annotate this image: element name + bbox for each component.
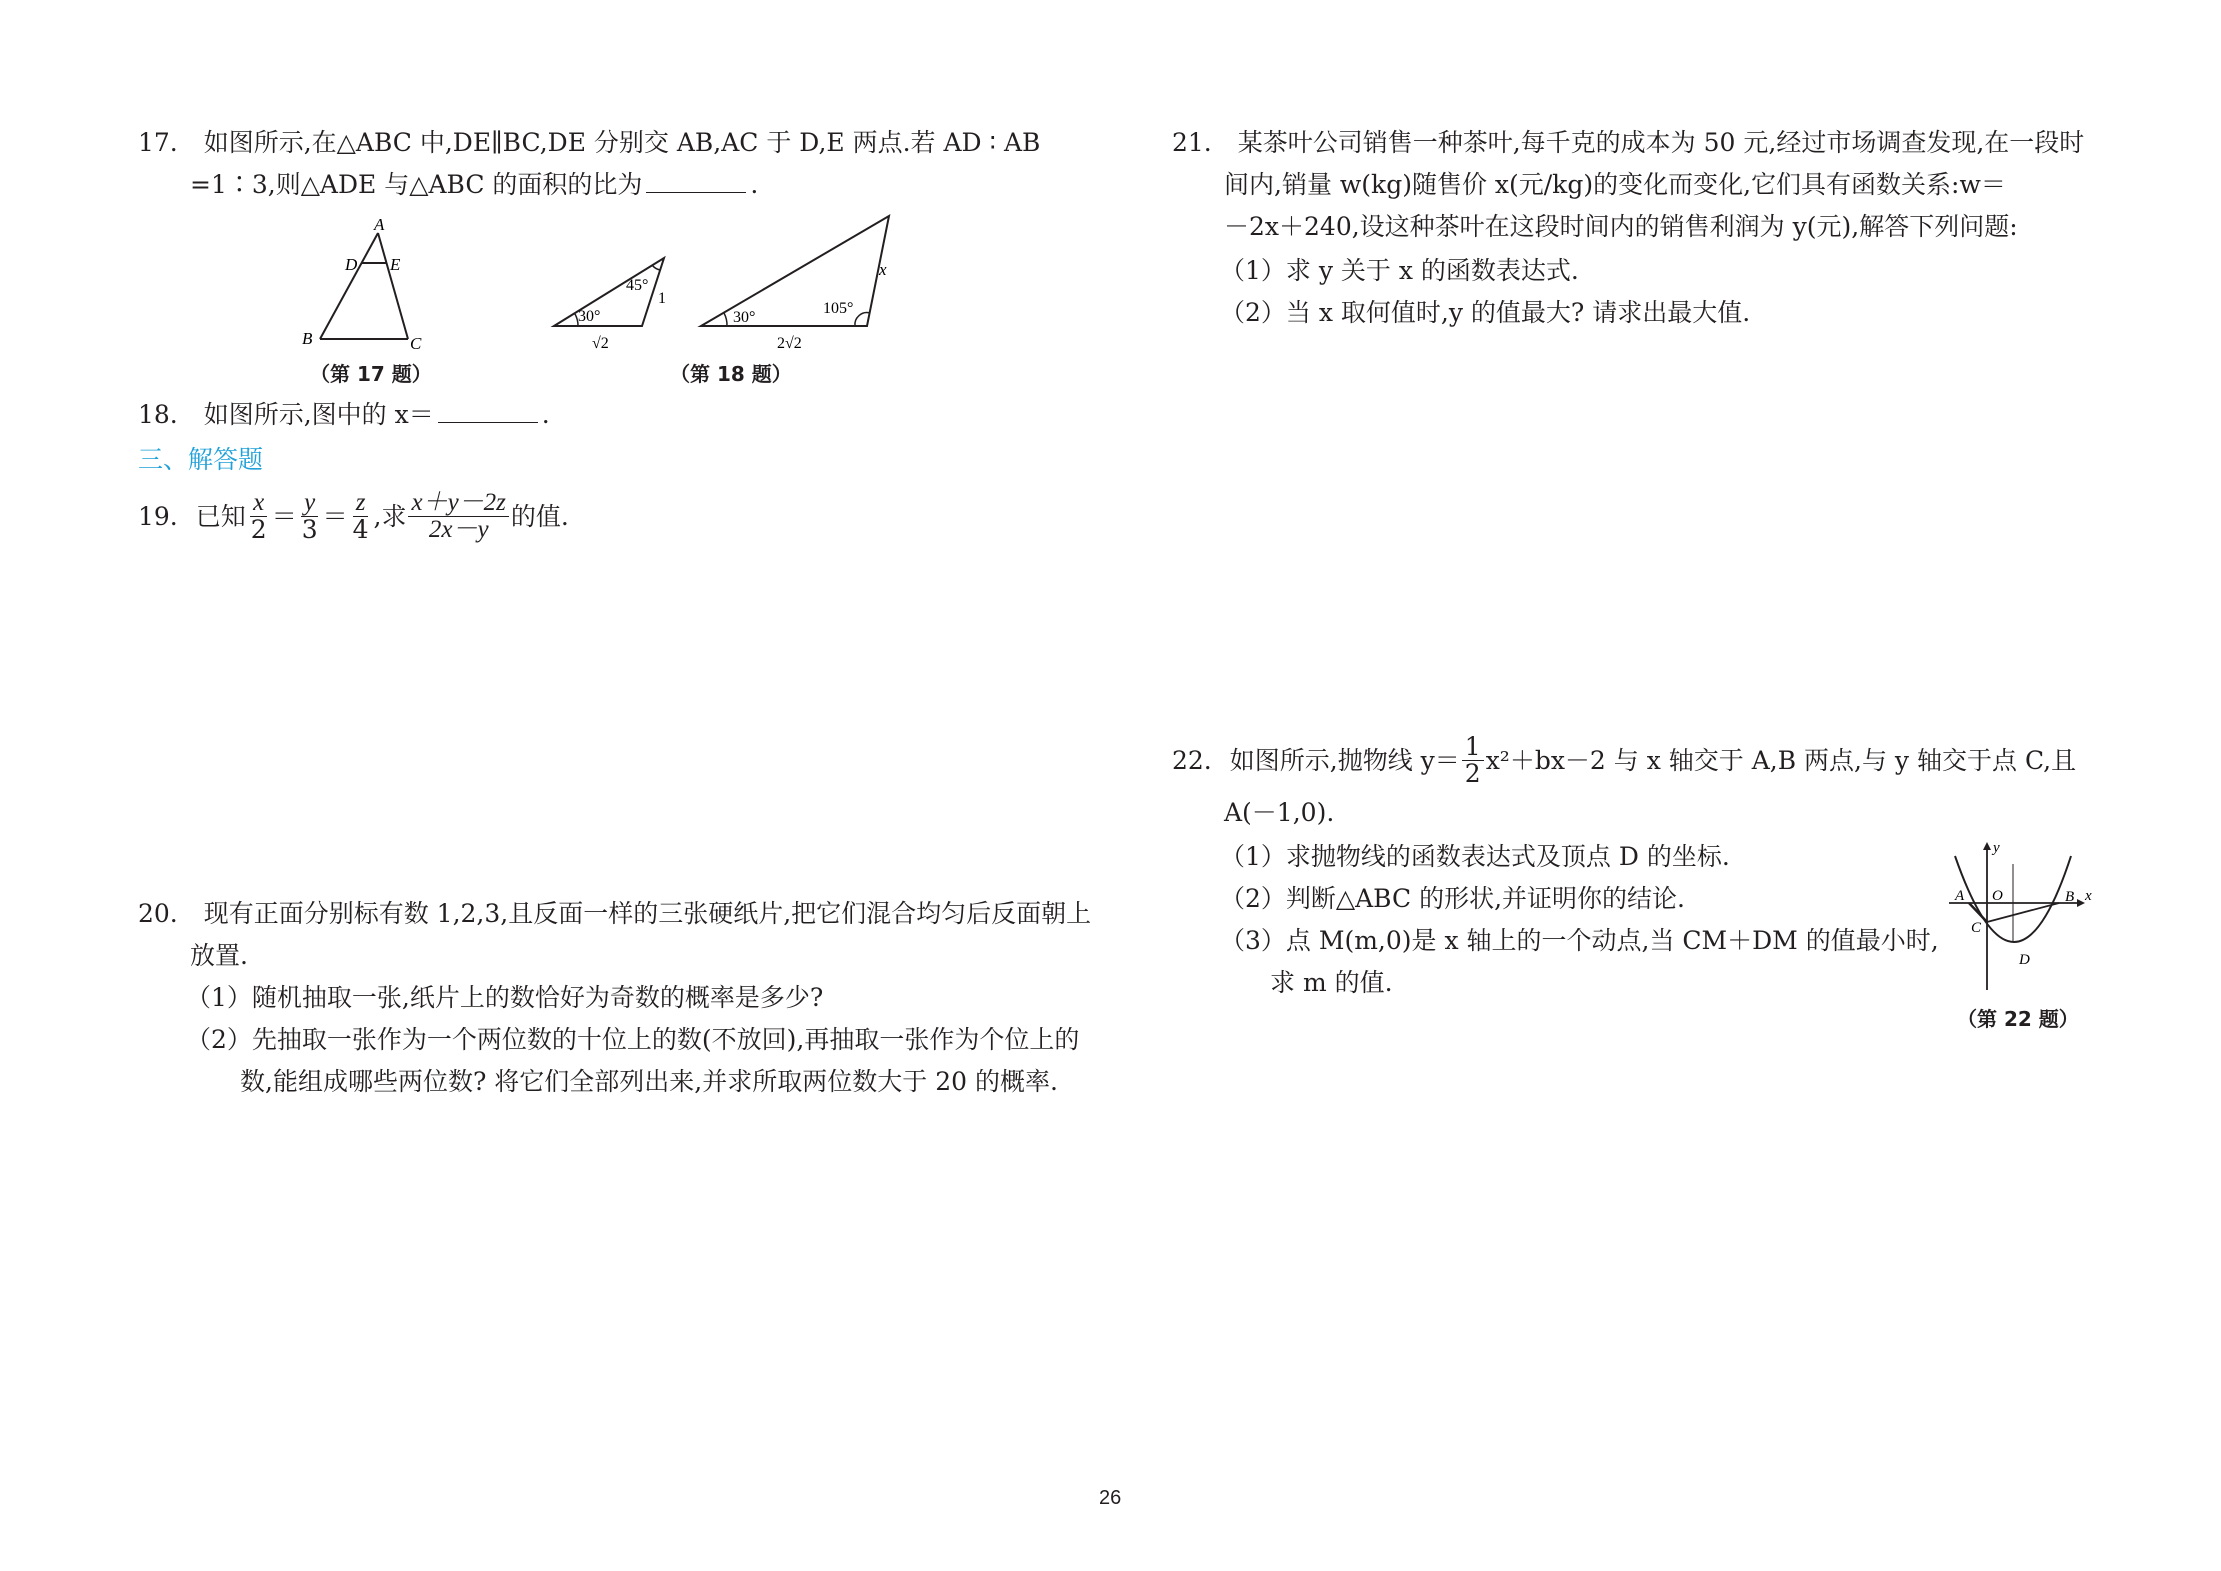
q18-line	[138, 398, 550, 432]
fig17-side-ac	[378, 233, 408, 339]
q19-f3-denominator: 4	[352, 515, 369, 545]
q18-text-b: .	[541, 400, 550, 429]
fig18-small-side-1: 1	[658, 290, 666, 307]
fig17-side-ab	[320, 233, 378, 339]
q19-fraction-x-over-2	[248, 490, 270, 544]
q22-frac-denominator: 2	[1464, 759, 1481, 789]
q19-fraction-y-over-3	[299, 490, 321, 544]
q20-text-line2: 放置.	[190, 941, 248, 970]
figure-18-small-triangle	[548, 248, 678, 353]
fig17-label-c: C	[410, 334, 422, 350]
fig18-large-side-2root2: 2√2	[777, 335, 802, 352]
q19-number: 19.	[138, 501, 178, 531]
q19-f1-denominator: 2	[250, 515, 267, 545]
q21-part2: （2）当 x 取何值时,y 的值最大? 请求出最大值.	[1220, 298, 1751, 327]
q19-f4-numerator: x＋y－2z	[408, 490, 508, 517]
fig18-small-angle-30: 30°	[578, 308, 601, 325]
fig22-label-b: B	[2065, 889, 2075, 905]
q19-mid: ,求	[373, 501, 407, 531]
fig18-large-angle-arc-30	[724, 313, 727, 326]
fig18-large-angle-30: 30°	[733, 309, 756, 326]
q22-number: 22.	[1172, 745, 1212, 775]
figure-17	[290, 215, 440, 350]
fig22-y-axis-arrow	[1983, 842, 1991, 850]
q18-number: 18.	[138, 400, 178, 429]
q19-fraction-expression	[408, 490, 508, 544]
q18-text-a: 如图所示,图中的 x＝	[203, 400, 434, 429]
figure-22-parabola	[1945, 838, 2095, 998]
q22-post: x²＋bx－2 与 x 轴交于 A,B 两点,与 y 轴交于点 C,且	[1485, 745, 2077, 775]
fig17-label-e: E	[390, 255, 401, 274]
q19-fraction-z-over-4	[350, 490, 372, 544]
q22-text-line2: A(－1,0).	[1224, 798, 1335, 827]
fig18-small-side-root2: √2	[592, 335, 609, 352]
q21-number: 21.	[1172, 128, 1212, 157]
fig18-small-angle-45: 45°	[626, 277, 649, 294]
fig22-label-y: y	[1993, 840, 2000, 856]
q17-number: 17.	[138, 128, 178, 157]
fig18-small-angle-arc-45	[652, 265, 660, 270]
fig18-large-triangle-shape	[701, 216, 889, 326]
q17-answer-blank[interactable]	[646, 170, 746, 193]
q19-f3-numerator: z	[353, 490, 369, 517]
q22-caption: （第 22 题）	[1957, 1007, 2079, 1031]
q19-prefix: 已知	[195, 501, 246, 531]
q19-f2-numerator: y	[301, 490, 318, 517]
q17-caption: （第 17 题）	[310, 362, 432, 386]
q20-text-line1: 现有正面分别标有数 1,2,3,且反面一样的三张硬纸片,把它们混合均匀后反面朝上	[203, 899, 1092, 928]
q20-line1	[138, 897, 1091, 931]
q21-text-line2: 间内,销量 w(kg)随售价 x(元/kg)的变化而变化,它们具有函数关系:w＝	[1224, 170, 2006, 199]
fig22-label-o: O	[1992, 888, 2003, 904]
q19-eq2: ＝	[322, 501, 348, 531]
q22-part3-line2: 求 m 的值.	[1270, 968, 1393, 997]
fig22-label-x: x	[2085, 888, 2092, 904]
section-heading-solutions: 三、解答题	[138, 445, 264, 474]
q19-suffix: 的值.	[510, 501, 569, 531]
q17-line1	[138, 126, 1040, 160]
q20-number: 20.	[138, 899, 178, 928]
figure-18-large-triangle	[695, 210, 910, 355]
fig17-label-b: B	[302, 329, 313, 348]
fig17-label-a: A	[374, 215, 385, 234]
q21-line1	[1172, 126, 2084, 160]
q17-line2	[190, 168, 758, 202]
q22-line1	[1172, 734, 2076, 788]
q21-part1: （1）求 y 关于 x 的函数表达式.	[1220, 256, 1579, 285]
fig18-large-angle-105: 105°	[823, 300, 854, 317]
fig22-label-c: C	[1971, 920, 1982, 936]
q22-pre: 如图所示,抛物线 y＝	[1229, 745, 1460, 775]
q18-answer-blank[interactable]	[438, 400, 538, 423]
q19-line	[138, 490, 569, 544]
fig22-label-a: A	[1955, 888, 1965, 904]
q17-text-line2a: =1∶3,则△ADE 与△ABC 的面积的比为	[190, 170, 643, 199]
q22-frac-numerator: 1	[1462, 734, 1484, 761]
q22-fraction-one-half	[1462, 734, 1484, 788]
q21-text-line3: －2x＋240,设这种茶叶在这段时间内的销售利润为 y(元),解答下列问题:	[1224, 212, 2018, 241]
fig22-label-d: D	[2019, 952, 2030, 968]
q22-part1: （1）求抛物线的函数表达式及顶点 D 的坐标.	[1220, 842, 1730, 871]
page-number: 26	[1099, 1487, 1122, 1509]
fig18-large-side-x: x	[879, 260, 887, 279]
q22-part2: （2）判断△ABC 的形状,并证明你的结论.	[1220, 884, 1685, 913]
q19-f4-denominator: 2x－y	[428, 516, 489, 544]
q19-f1-numerator: x	[250, 490, 267, 517]
q20-part2-line1: （2）先抽取一张作为一个两位数的十位上的数(不放回),再抽取一张作为个位上的	[186, 1025, 1080, 1054]
q20-part1: （1）随机抽取一张,纸片上的数恰好为奇数的概率是多少?	[186, 983, 824, 1012]
q18-caption: （第 18 题）	[670, 362, 792, 386]
q17-text-line1: 如图所示,在△ABC 中,DE∥BC,DE 分别交 AB,AC 于 D,E 两点.若 AD ∶ AB	[203, 128, 1041, 157]
fig17-label-d: D	[345, 255, 358, 274]
q21-text-line1: 某茶叶公司销售一种茶叶,每千克的成本为 50 元,经过市场调查发现,在一段时	[1237, 128, 2085, 157]
q17-text-line2b: .	[750, 170, 759, 199]
fig22-x-axis-arrow	[2077, 899, 2085, 907]
q19-eq1: ＝	[271, 501, 297, 531]
q20-part2-line2: 数,能组成哪些两位数? 将它们全部列出来,并求所取两位数大于 20 的概率.	[240, 1067, 1058, 1096]
q22-part3-line1: （3）点 M(m,0)是 x 轴上的一个动点,当 CM＋DM 的值最小时,	[1220, 926, 1939, 955]
q19-f2-denominator: 3	[301, 515, 318, 545]
